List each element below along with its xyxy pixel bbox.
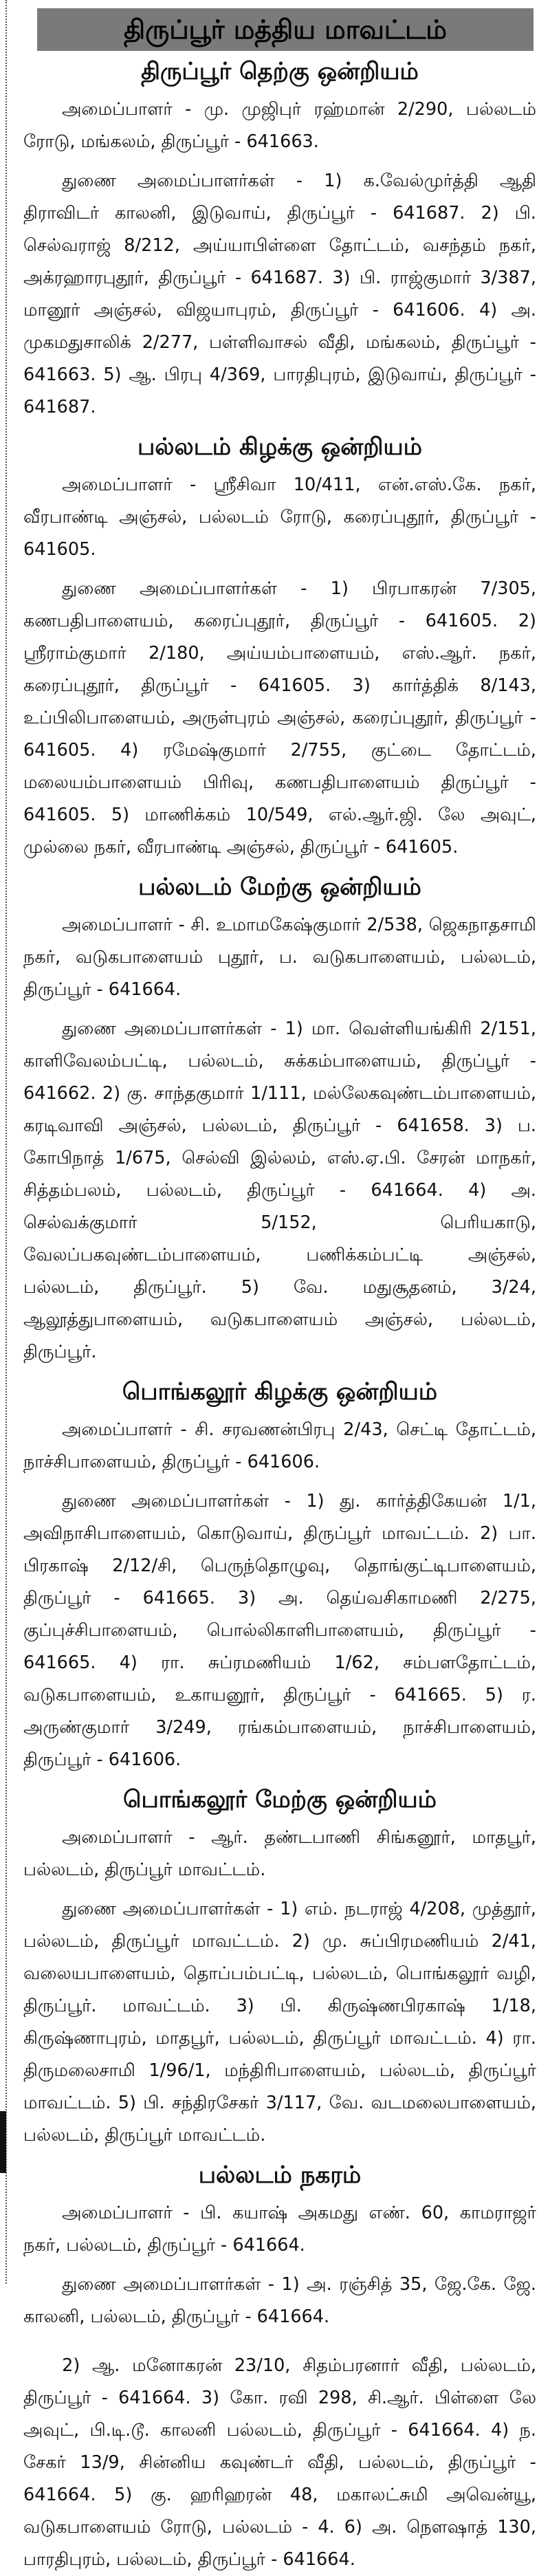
- section-heading: பல்லடம் மேற்கு ஒன்றியம்: [138, 873, 421, 901]
- section-palladam-town: [23, 2159, 536, 2576]
- deputies-text: துணை அமைப்பாளர்கள் - 1) எம். நடராஜ் 4/208, முத்தூர், பல்லடம், திருப்பூர் மாவட்டம். 2) மு. சுப்பிரமணியம் 2/41, வலையபாளையம், தொப்பம்பட்டி, பல்லடம், பொங்கலூர் வழி, திருப்பூர். மாவட்டம். 3) பி. கிருஷ்ணபிரகாஷ் 1/18, கிருஷ்ணாபுரம், மாதபூர், பல்லடம், திருப்பூர் மாவட்டம். 4) ரா. திருமலைசாமி 1/96/1, மந்திரிபாளையம், பல்லடம், திருப்பூர் மாவட்டம். 5) பி. சந்திரசேகர் 3/117, வே. வடமலைபாளையம், பல்லடம், திருப்பூர் மாவட்டம்.: [23, 1899, 536, 2146]
- section-heading: பொங்கலூர் கிழக்கு ஒன்றியம்: [122, 1378, 438, 1406]
- deputies-text: துணை அமைப்பாளர்கள் - 1) மா. வெள்ளியங்கிரி 2/151, காளிவேலம்பட்டி, பல்லடம், சுக்கம்பாளையம், திருப்பூர் - 641662. 2) கு. சாந்தகுமார் 1/111, மல்லேகவுண்டம்பாளையம், கரடிவாவி அஞ்சல், பல்லடம், திருப்பூர் - 641658. 3) ப. கோபிநாத் 1/675, செல்வி இல்லம், எஸ்.ஏ.பி. சேரன் மாநகர், சித்தம்பலம், பல்லடம், திருப்பூர் - 641664. 4) அ. செல்வக்குமார் 5/152, பெரியகாடு, வேலப்பகவுண்டம்பாளையம், பணிக்கம்பட்டி அஞ்சல், பல்லடம், திருப்பூர். 5) வே. மதுசூதனம், 3/24, ஆலூத்துபாளையம், வடுகபாளையம் அஞ்சல், பல்லடம், திருப்பூர்.: [23, 1018, 536, 1362]
- organiser-text: அமைப்பாளர் - பி. கயாஷ் அகமது எண். 60, காமராஜர் நகர், பல்லடம், திருப்பூர் - 641664.: [23, 2203, 536, 2256]
- section-palladam-west: [23, 871, 536, 1368]
- organiser-text: அமைப்பாளர் - ஸ்ரீசிவா 10/411, என்.எஸ்.கே. நகர், வீரபாண்டி அஞ்சல், பல்லடம் ரோடு, கரைப்புதூர், திருப்பூர் - 641605.: [23, 474, 536, 560]
- section-palladam-east: [23, 430, 536, 864]
- deputies-text: துணை அமைப்பாளர்கள் - 1) பிரபாகரன் 7/305, கணபதிபாளையம், கரைப்புதூர், திருப்பூர் - 641605. 2) ஸ்ரீராம்குமார் 2/180, அய்யம்பாளையம், எஸ்.ஆர். நகர், கரைப்புதூர், திருப்பூர் - 641605. 3) கார்த்திக் 8/143, உப்பிலிபாளையம், அருள்புரம் அஞ்சல், கரைப்புதூர், திருப்பூர் - 641605. 4) ரமேஷ்குமார் 2/755, குட்டை தோட்டம், மலையம்பாளையம் பிரிவு, கணபதிபாளையம் திருப்பூர் - 641605. 5) மாணிக்கம் 10/549, எல்.ஆர்.ஜி. லே அவுட், முல்லை நகர், வீரபாண்டி அஞ்சல், திருப்பூர் - 641605.: [23, 578, 536, 858]
- edge-mark: [0, 2111, 6, 2173]
- section-heading: பல்லடம் கிழக்கு ஒன்றியம்: [137, 433, 423, 461]
- section-heading: திருப்பூர் தெற்கு ஒன்றியம்: [141, 58, 419, 85]
- section-tiruppur-south: [23, 55, 536, 424]
- district-banner: திருப்பூர் மத்திய மாவட்டம்: [37, 8, 534, 51]
- deputies-text: துணை அமைப்பாளர்கள் - 1) க.வேல்முர்த்தி ஆதி திராவிடர் காலனி, இடுவாய், திருப்பூர் - 641687. 2) பி. செல்வராஜ் 8/212, அய்யாபிள்ளை தோட்டம், வசந்தம் நகர், அக்ரஹாரபுதூர், திருப்பூர் - 641687. 3) பி. ராஜ்குமார் 3/387, மானூர் அஞ்சல், விஜயாபுரம், திருப்பூர் - 641606. 4) அ. முகமதுசாலிக் 2/277, பள்ளிவாசல் வீதி, மங்கலம், திருப்பூர் - 641663. 5) ஆ. பிரபு 4/369, பாரதிபுரம், இடுவாய், திருப்பூர் - 641687.: [23, 171, 536, 417]
- organiser-text: அமைப்பாளர் - சி. உமாமகேஷ்குமார் 2/538, ஜெகநாதசாமி நகர், வடுகபாளையம் புதூர், ப. வடுகபாளையம், பல்லடம், திருப்பூர் - 641664.: [23, 915, 536, 1000]
- organiser-text: அமைப்பாளர் - சி. சரவணன்பிரபு 2/43, செட்டி தோட்டம், நாச்சிபாளையம், திருப்பூர் - 641606.: [23, 1419, 536, 1472]
- deputies-text: துணை அமைப்பாளர்கள் - 1) அ. ரஞ்சித் 35, ஜே.கே. ஜே. காலனி, பல்லடம், திருப்பூர் - 641664.: [23, 2274, 536, 2327]
- left-dotted-rule: [6, 0, 7, 2284]
- section-heading: பொங்கலூர் மேற்கு ஒன்றியம்: [123, 1786, 437, 1813]
- section-pongalur-west: [23, 1783, 536, 2152]
- section-heading: பல்லடம் நகரம்: [198, 2161, 362, 2189]
- section-pongalur-east: [23, 1375, 536, 1776]
- organiser-text: அமைப்பாளர் - மு. முஜிபுர் ரஹ்மான் 2/290, பல்லடம் ரோடு, மங்கலம், திருப்பூர் - 641663.: [23, 99, 536, 152]
- deputies-text: துணை அமைப்பாளர்கள் - 1) து. கார்த்திகேயன் 1/1, அவிநாசிபாளையம், கொடுவாய், திருப்பூர் மாவட்டம். 2) பா. பிரகாஷ் 2/12/சி, பெருந்தொழுவு, தொங்குட்டிபாளையம், திருப்பூர் - 641665. 3) அ. தெய்வசிகாமணி 2/275, குப்புச்சிபாளையம், பொல்லிகாளிபாளையம், திருப்பூர் - 641665. 4) ரா. சுப்ரமணியம் 1/62, சம்பளதோட்டம், வடுகபாளையம், உகாயனூர், திருப்பூர் - 641665. 5) ர. அருண்குமார் 3/249, ரங்கம்பாளையம், நாச்சிபாளையம், திருப்பூர் - 641606.: [23, 1491, 536, 1770]
- organiser-text: அமைப்பாளர் - ஆர். தண்டபாணி சிங்கனூர், மாதபூர், பல்லடம், திருப்பூர் மாவட்டம்.: [23, 1827, 536, 1880]
- deputies-continuation-text: 2) ஆ. மனோகரன் 23/10, சிதம்பரனார் வீதி, பல்லடம், திருப்பூர் - 641664. 3) கோ. ரவி 298, சி.ஆர். பிள்ளை லே அவுட், பி.டி.டூ. காலனி பல்லடம், திருப்பூர் - 641664. 4) ந. சேகர் 13/9, சின்னிய கவுண்டர் வீதி, பல்லடம், திருப்பூர் - 641664. 5) கு. ஹரிஹரன் 48, மகாலட்சுமி அவென்யூ, வடுகபாளையம் ரோடு, பல்லடம் - 4. 6) அ. நௌஷாத் 130, பாரதிபுரம், பல்லடம், திருப்பூர் - 641664.: [23, 2355, 536, 2570]
- document-column: [15, 0, 544, 2570]
